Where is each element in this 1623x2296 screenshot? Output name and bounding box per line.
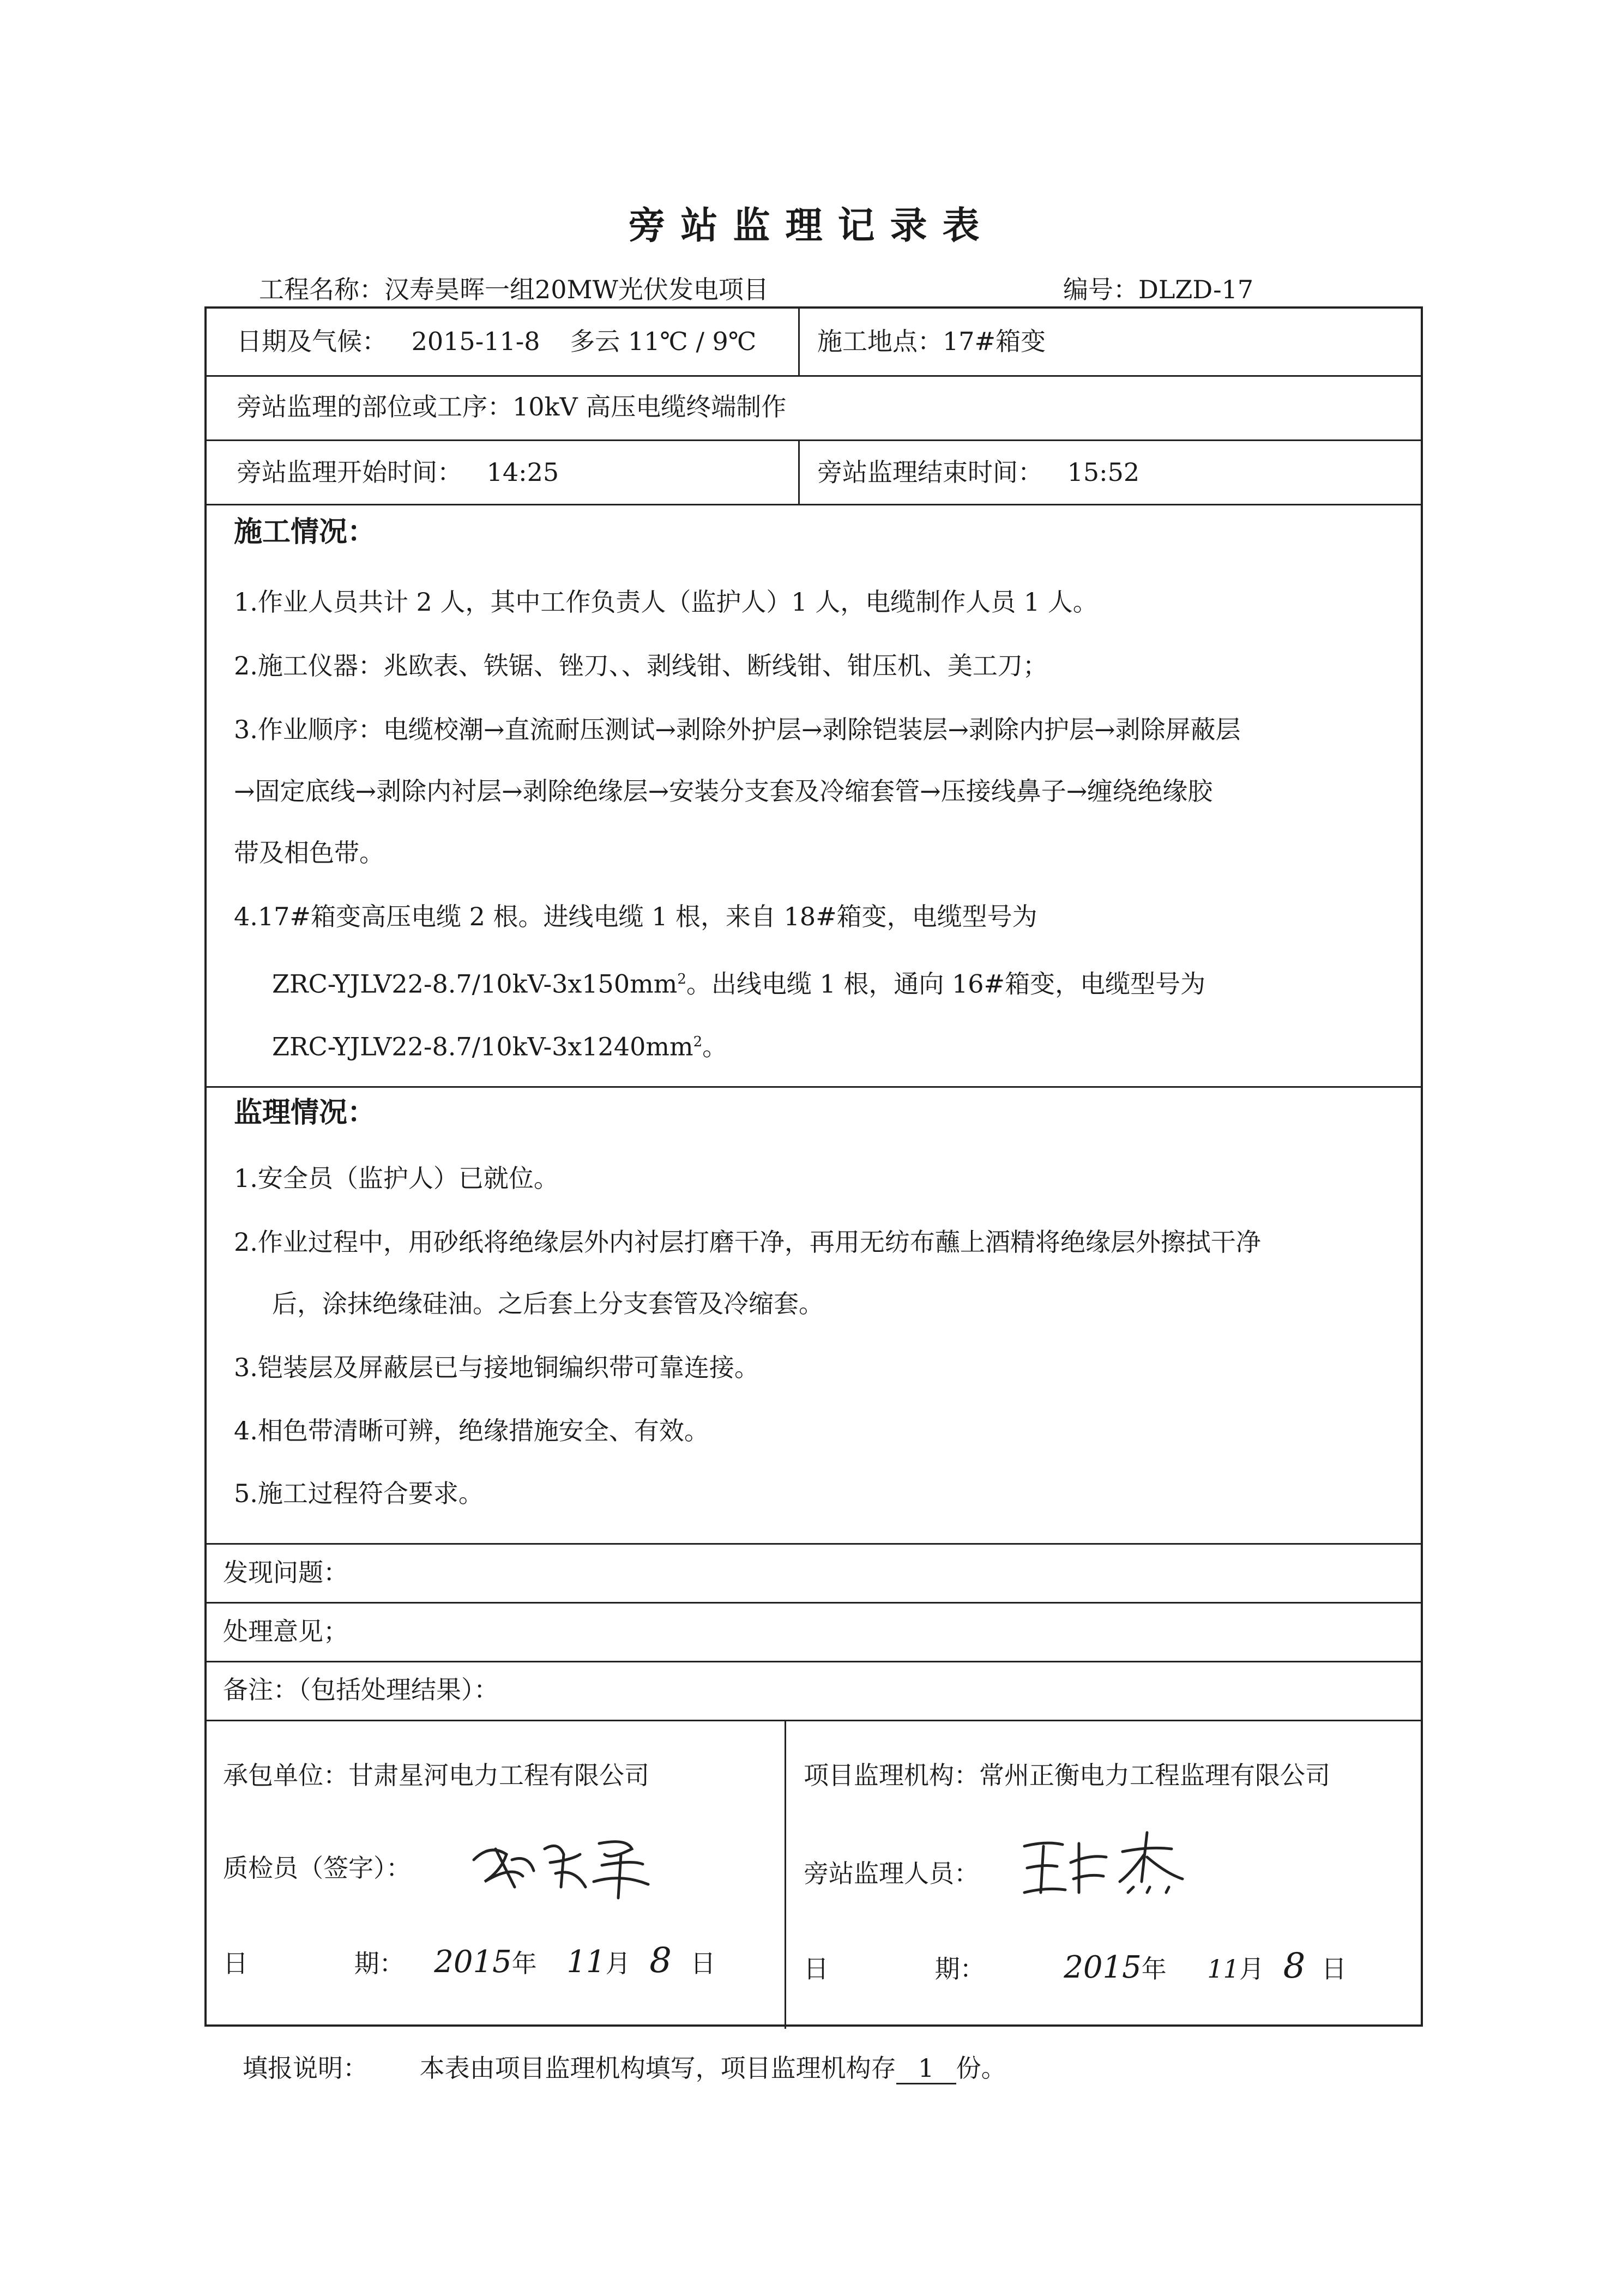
rule [207,1661,1421,1662]
supervision-item: 4.相色带清晰可辨，绝缘措施安全、有效。 [234,1416,709,1445]
supervision-item: 3.铠装层及屏蔽层已与接地铜编织带可靠连接。 [234,1353,759,1382]
day-unit: 日 [1321,1954,1347,1984]
superscript: 2 [693,1034,703,1050]
remark-label: 备注：（包括处理结果）： [223,1675,499,1704]
project-name: 汉寿昊晖一组20MW光伏发电项目 [384,275,769,304]
supervisor-day: 8 [1283,1946,1306,1986]
project-label: 工程名称： [259,275,384,304]
date-label-1: 日 [223,1949,248,1978]
rule [798,309,800,375]
end-label: 旁站监理结束时间： [817,457,1043,487]
period: 。 [702,1032,728,1062]
inspector-label: 质检员（签字）： [223,1853,411,1883]
month-unit: 月 [1239,1954,1264,1984]
date-label: 日期及气候： [237,327,387,356]
page-title: 旁站监理记录表 [628,204,995,248]
signature-drawing [1013,1822,1199,1903]
rule [207,504,1421,505]
supervisor-label: 项目监理机构： [804,1761,979,1790]
date-weather-cell [237,325,756,358]
supervisor-date-line [804,1946,1347,1986]
rule [207,1543,1421,1545]
supervisor-year: 2015 [1064,1950,1142,1985]
construction-item: 2.施工仪器：兆欧表、铁锯、锉刀、、剥线钳、断线钳、钳压机、美工刀； [234,651,1048,680]
contractor-year: 2015 [434,1944,512,1980]
date-label-2: 期： [354,1949,405,1978]
record-form [204,306,1423,2027]
end-time-cell [817,456,1139,489]
weather-value: 多云 11℃ / 9℃ [570,327,757,356]
month-unit: 月 [605,1949,631,1978]
signature-drawing [463,1822,681,1903]
process-cell [237,390,786,423]
cable-model-line-2 [272,1026,727,1063]
supervision-heading: 监理情况： [234,1096,376,1129]
contractor-day: 8 [649,1941,672,1981]
rule [207,1086,1421,1088]
start-time-cell [237,456,559,489]
supervision-item: 1.安全员（监护人）已就位。 [234,1164,559,1193]
process-label: 旁站监理的部位或工序： [237,392,512,421]
code-label: 编号： [1063,275,1138,304]
rule [785,1720,786,2029]
year-unit: 年 [1141,1954,1167,1984]
rule [207,1720,1421,1721]
project-name-line [259,270,769,306]
site-cell [817,325,1046,358]
site-value: 17#箱变 [943,327,1046,356]
day-unit: 日 [690,1949,716,1978]
supervisor-name: 常州正衡电力工程监理有限公司 [979,1761,1330,1790]
rule [207,439,1421,441]
code-line [1063,270,1253,306]
cable-model-line-1 [272,963,1205,1000]
year-unit: 年 [511,1949,537,1978]
rule [207,1602,1421,1604]
process-value: 10kV 高压电缆终端制作 [512,392,787,421]
footer-label: 填报说明： [243,2053,368,2083]
contractor-line [223,1759,649,1792]
construction-item: 3.作业顺序：电缆校潮→直流耐压测试→剥除外护层→剥除铠装层→剥除内护层→剥除屏蔽层 [234,715,1241,744]
start-value: 14:25 [486,457,559,487]
rule [798,439,800,504]
contractor-name: 甘肃星河电力工程有限公司 [348,1761,649,1790]
supervisor-month: 11 [1207,1954,1239,1984]
rule [207,375,1421,377]
contractor-month: 11 [566,1944,606,1980]
site-label: 施工地点： [817,327,943,356]
footer-note [243,2048,1006,2084]
supervisor-line [804,1759,1330,1792]
opinion-label: 处理意见； [223,1617,348,1646]
construction-item: →固定底线→剥除内衬层→剥除绝缘层→安装分支套及冷缩套管→压接线鼻子→缠绕绝缘胶 [234,776,1213,806]
construction-item: 1.作业人员共计 2 人，其中工作负责人（监护人）1 人，电缆制作人员 1 人。 [234,587,1098,617]
cable-model-in: ZRC-YJLV22-8.7/10kV-3x150mm [272,969,678,999]
construction-item: 4.17#箱变高压电缆 2 根。进线电缆 1 根，来自 18#箱变，电缆型号为 [234,902,1037,931]
construction-item: 带及相色带。 [234,838,384,867]
cable-model-out: ZRC-YJLV22-8.7/10kV-3x1240mm [272,1032,693,1062]
supervision-item: 5.施工过程符合要求。 [234,1479,484,1508]
supervision-item: 后，涂抹绝缘硅油。之后套上分支套管及冷缩套。 [272,1289,824,1318]
code-value: DLZD-17 [1138,275,1254,304]
superscript: 2 [677,971,686,987]
cable-out-text: 。出线电缆 1 根，通向 16#箱变，电缆型号为 [686,969,1206,999]
copies-value: 1 [896,2053,956,2084]
contractor-label: 承包单位： [223,1761,348,1790]
contractor-date-line [223,1941,716,1981]
inspector-signature [463,1822,681,1906]
footer-text: 本表由项目监理机构填写，项目监理机构存 [419,2053,896,2083]
date-label-1: 日 [804,1954,829,1984]
footer-text-after: 份。 [956,2053,1006,2083]
end-value: 15:52 [1067,457,1140,487]
supervision-item: 2.作业过程中，用砂纸将绝缘层外内衬层打磨干净，再用无纺布蘸上酒精将绝缘层外擦拭干净 [234,1227,1261,1257]
supervisor-person-label: 旁站监理人员： [804,1859,979,1888]
date-value: 2015-11-8 [411,327,540,356]
issues-label: 发现问题： [223,1558,348,1587]
start-label: 旁站监理开始时间： [237,457,462,487]
date-label-2: 期： [934,1954,985,1984]
supervisor-signature [1013,1822,1199,1906]
construction-heading: 施工情况： [234,515,376,549]
